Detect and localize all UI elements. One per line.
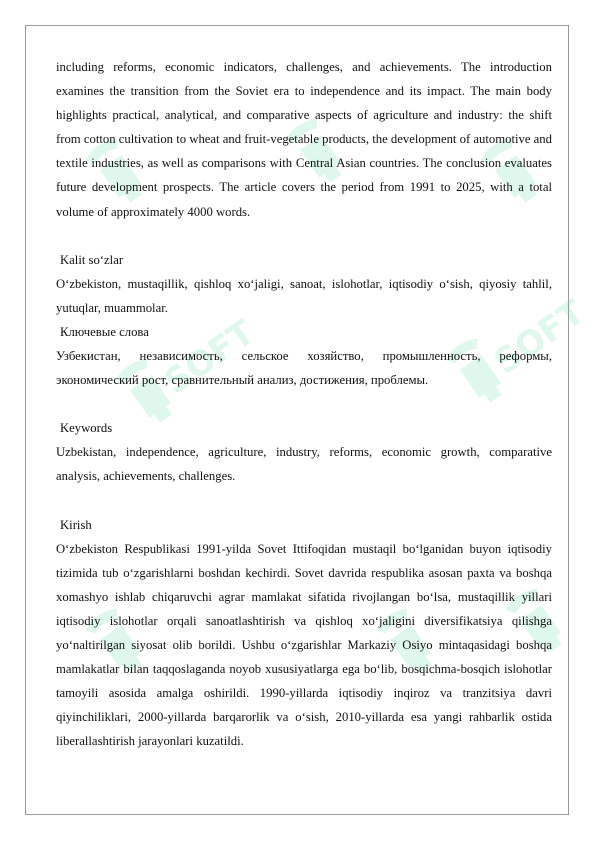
spacer (56, 224, 552, 248)
spacer (56, 392, 552, 416)
keywords-ru-text: Узбекистан, независимость, сельское хозяйство, промышленность, реформы, экономический рост, сравнительный анализ, достижения, проблемы. (56, 349, 552, 388)
keywords-en-heading: Keywords (60, 421, 113, 436)
kirish-paragraph: O‘zbekiston Respublikasi 1991-yilda Sovet Ittifoqidan mustaqil bo‘lganidan buyon iqtisodiy tizimida tub o‘zgarishlarni boshdan kechirdi. Sovet davrida respublika asosan paxta va boshqa xomashyo ishlab chiqaruvchi agrar mamlakat sifatida rivojlangan bo‘lsa, mustaqillik yillari iqtisodiy islohotlar orqali sanoatlashtirish va qishloq xo‘jaligini diversifikatsiya qilishga yo‘naltirilgan siyosat olib borildi. Ushbu o‘zgarishlar Markaziy Osiyo mintaqasidagi boshqa mamlakatlar bilan taqqoslaganda noyob xususiyatlarga ega bo‘lib, bosqichma-bosqich islohotlar tamoyili asosida amalga oshirildi. 1990-yillarda iqtisodiy inqiroz va tranzitsiya davri qiyinchiliklari, 2000-yillarda barqarorlik va o‘sish, 2010-yillarda esa yangi rahbarlik ostida liberallashtirish jarayonlari kuzatildi. (56, 541, 552, 749)
keywords-uz-heading: Kalit so‘zlar (60, 252, 124, 267)
intro-paragraph: including reforms, economic indicators, challenges, and achievements. The introduction examines the transition from the Soviet era to independence and its impact. The main body highlights practical, analytical, and comparative aspects of agriculture and industry: the shift from cotton cultivation to wheat and fruit-vegetable products, the development of automotive and textile industries, as well as comparisons with Central Asian countries. The conclusion evaluates future development prospects. The article covers the period from 1991 to 2025, with a total volume of approximately 4000 words. (56, 60, 552, 219)
page-content (56, 55, 552, 753)
kirish-heading: Kirish (60, 517, 92, 532)
keywords-en-text: Uzbekistan, independence, agriculture, industry, reforms, economic growth, comparative analysis, achievements, challenges. (56, 445, 552, 484)
keywords-ru-heading: Ключевые слова (60, 324, 149, 339)
spacer (56, 489, 552, 513)
watermark-text: SOFT (487, 292, 592, 383)
keywords-uz-text: O‘zbekiston, mustaqillik, qishloq xo‘jaligi, sanoat, islohotlar, iqtisodiy o‘sish, qiyosiy tahlil, yutuqlar, muammolar. (56, 276, 552, 315)
watermark-text: SOFT (157, 312, 262, 403)
